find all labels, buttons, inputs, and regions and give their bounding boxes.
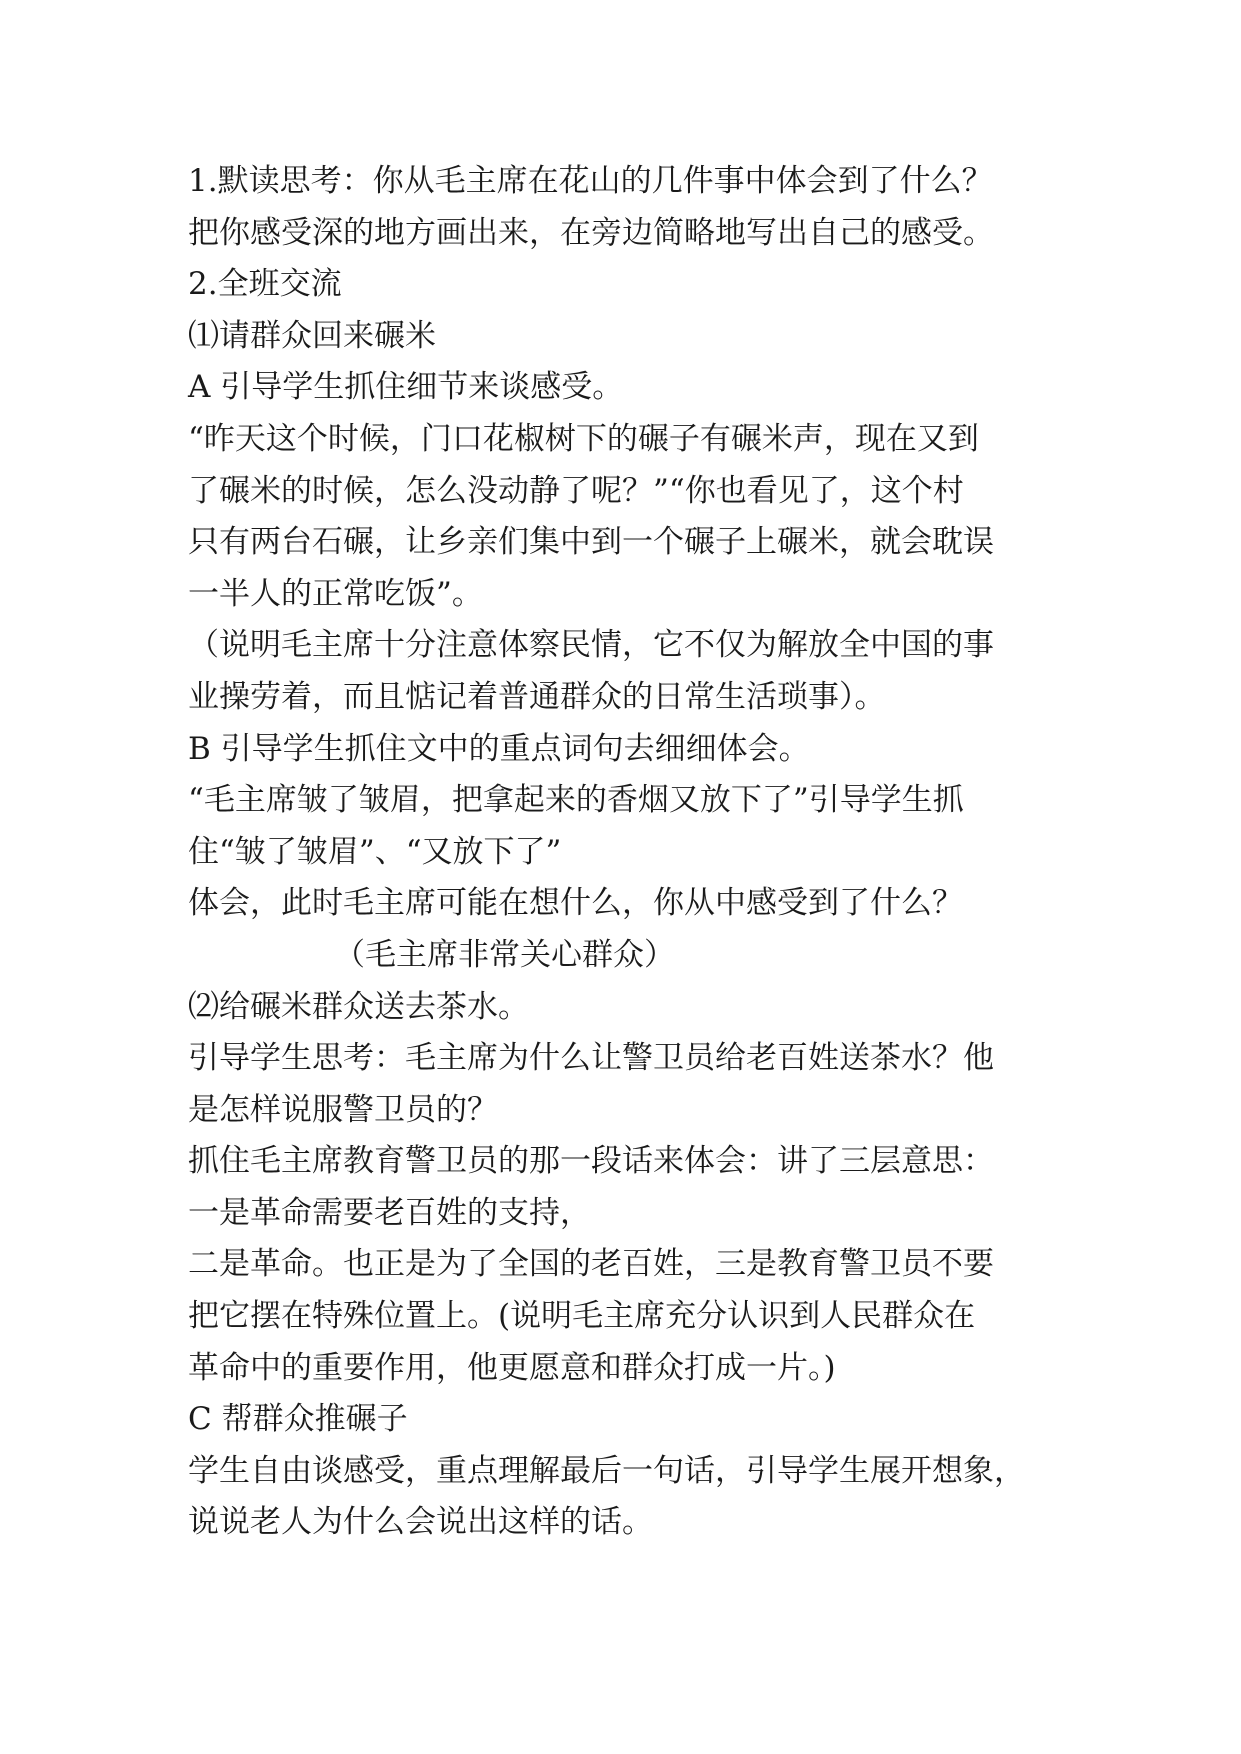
text-line: 抓住毛主席教育警卫员的那一段话来体会：讲了三层意思： — [188, 1143, 994, 1180]
text-line: 二是革命。也正是为了全国的老百姓，三是教育警卫员不要 — [188, 1246, 994, 1283]
subsection-heading: ⑵给碾米群众送去茶水。 — [188, 988, 529, 1025]
note-line: 业操劳着，而且惦记着普通群众的日常生活琐事）。 — [188, 678, 886, 715]
text-line: 一是革命需要老百姓的支持， — [188, 1194, 591, 1231]
note-line: （毛主席非常关心群众） — [334, 936, 675, 973]
text-line: 是怎样说服警卫员的？ — [188, 1091, 498, 1128]
text-line: 把它摆在特殊位置上。(说明毛主席充分认识到人民群众在 — [188, 1298, 976, 1335]
quote-line: 了碾米的时候，怎么没动静了呢？”“你也看见了，这个村 — [188, 472, 964, 509]
text-line: 说说老人为什么会说出这样的话。 — [188, 1504, 653, 1541]
text-line: A 引导学生抓住细节来谈感受。 — [188, 369, 624, 406]
text-line: 引导学生思考：毛主席为什么让警卫员给老百姓送茶水？他 — [188, 1040, 994, 1077]
text-line: 革命中的重要作用，他更愿意和群众打成一片。) — [188, 1349, 836, 1386]
text-line: 把你感受深的地方画出来，在旁边简略地写出自己的感受。 — [188, 214, 994, 251]
document-body — [188, 156, 1068, 1549]
quote-line: “昨天这个时候，门口花椒树下的碾子有碾米声，现在又到 — [188, 420, 979, 457]
note-line: （说明毛主席十分注意体察民情，它不仅为解放全中国的事 — [188, 627, 994, 664]
text-line: 学生自由谈感受，重点理解最后一句话，引导学生展开想象， — [188, 1452, 1025, 1489]
quote-line: “毛主席皱了皱眉，把拿起来的香烟又放下了”引导学生抓 — [188, 782, 964, 819]
text-line: C 帮群众推碾子 — [188, 1401, 408, 1438]
subsection-heading: ⑴请群众回来碾米 — [188, 317, 436, 354]
section-heading: 2.全班交流 — [188, 266, 342, 303]
quote-line: 一半人的正常吃饭”。 — [188, 575, 483, 612]
text-line: 1.默读思考：你从毛主席在花山的几件事中体会到了什么？ — [188, 163, 993, 199]
text-line: 体会，此时毛主席可能在想什么，你从中感受到了什么？ — [188, 885, 963, 922]
quote-line: 只有两台石碾，让乡亲们集中到一个碾子上碾米，就会耽误 — [188, 524, 994, 561]
quote-line: 住“皱了皱眉”、“又放下了” — [188, 833, 562, 870]
text-line: B 引导学生抓住文中的重点词句去细细体会。 — [188, 730, 810, 767]
